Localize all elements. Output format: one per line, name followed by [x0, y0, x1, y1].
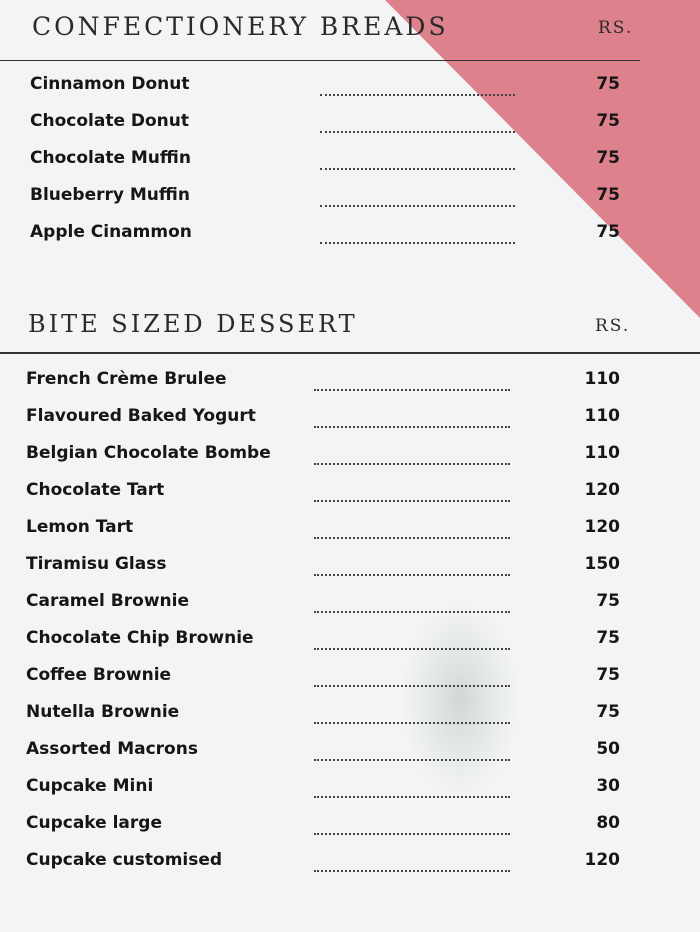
menu-item-name: Coffee Brownie	[26, 665, 172, 685]
menu-item-price: 120	[584, 850, 620, 870]
menu-item-price: 120	[584, 517, 620, 537]
menu-item-row	[0, 776, 700, 806]
menu-item-name: Tiramisu Glass	[26, 554, 167, 574]
menu-item-row	[0, 185, 700, 215]
menu-item-row	[0, 517, 700, 547]
menu-item-row	[0, 443, 700, 473]
menu-item-price: 75	[596, 702, 620, 722]
dotted-leader	[314, 759, 510, 761]
menu-item-price: 75	[596, 591, 620, 611]
menu-item-row	[0, 665, 700, 695]
menu-item-name: Cupcake customised	[26, 850, 223, 870]
dotted-leader	[320, 205, 515, 207]
menu-item-name: Chocolate Donut	[30, 111, 190, 131]
menu-item-price: 75	[596, 74, 620, 94]
menu-item-name: Caramel Brownie	[26, 591, 189, 611]
dotted-leader	[314, 537, 510, 539]
menu-item-price: 120	[584, 480, 620, 500]
dotted-leader	[314, 574, 510, 576]
menu-item-row	[0, 813, 700, 843]
menu-item-name: Flavoured Baked Yogurt	[26, 406, 256, 426]
menu-item-price: 50	[596, 739, 620, 759]
menu-item-price: 150	[584, 554, 620, 574]
menu-item-name: Chocolate Chip Brownie	[26, 628, 254, 648]
menu-item-price: 75	[596, 111, 620, 131]
dotted-leader	[314, 722, 510, 724]
menu-item-name: Chocolate Tart	[26, 480, 165, 500]
menu-item-row	[0, 480, 700, 510]
section-rule	[0, 352, 700, 354]
menu-item-row	[0, 850, 700, 880]
section-title-confectionery-breads: CONFECTIONERY BREADS	[32, 12, 449, 41]
menu-item-price: 75	[596, 222, 620, 242]
menu-item-row	[0, 628, 700, 658]
menu-item-price: 75	[596, 628, 620, 648]
menu-item-row	[0, 111, 700, 141]
currency-label: RS.	[598, 18, 634, 38]
dotted-leader	[314, 648, 510, 650]
menu-item-name: Assorted Macrons	[26, 739, 198, 759]
dotted-leader	[314, 426, 510, 428]
menu-item-name: Lemon Tart	[26, 517, 134, 537]
menu-item-name: Apple Cinammon	[30, 222, 192, 242]
menu-item-row	[0, 222, 700, 252]
dotted-leader	[320, 131, 515, 133]
menu-item-name: Chocolate Muffin	[30, 148, 191, 168]
section-rule	[0, 60, 640, 61]
dotted-leader	[314, 500, 510, 502]
menu-item-price: 75	[596, 148, 620, 168]
menu-item-price: 110	[584, 443, 620, 463]
menu-item-price: 80	[596, 813, 620, 833]
menu-item-name: Cupcake large	[26, 813, 162, 833]
menu-item-row	[0, 406, 700, 436]
menu-item-name: Cinnamon Donut	[30, 74, 190, 94]
dotted-leader	[320, 242, 515, 244]
menu-item-price: 75	[596, 185, 620, 205]
section-title-bite-sized-dessert: BITE SIZED DESSERT	[28, 310, 358, 338]
menu-item-price: 110	[584, 369, 620, 389]
menu-item-row	[0, 74, 700, 104]
menu-item-price: 110	[584, 406, 620, 426]
dotted-leader	[320, 94, 515, 96]
dotted-leader	[314, 870, 510, 872]
menu-item-name: Nutella Brownie	[26, 702, 180, 722]
dotted-leader	[314, 685, 510, 687]
menu-item-row	[0, 591, 700, 621]
menu-item-name: French Crème Brulee	[26, 369, 227, 389]
menu-item-row	[0, 739, 700, 769]
dotted-leader	[314, 796, 510, 798]
menu-item-row	[0, 702, 700, 732]
menu-item-price: 30	[596, 776, 620, 796]
menu-item-price: 75	[596, 665, 620, 685]
dotted-leader	[314, 389, 510, 391]
dotted-leader	[320, 168, 515, 170]
menu-item-name: Belgian Chocolate Bombe	[26, 443, 271, 463]
menu-item-name: Cupcake Mini	[26, 776, 154, 796]
menu-item-row	[0, 148, 700, 178]
dotted-leader	[314, 833, 510, 835]
menu-item-row	[0, 554, 700, 584]
dotted-leader	[314, 611, 510, 613]
dotted-leader	[314, 463, 510, 465]
currency-label: RS.	[595, 316, 631, 336]
menu-item-row	[0, 369, 700, 399]
menu-item-name: Blueberry Muffin	[30, 185, 190, 205]
